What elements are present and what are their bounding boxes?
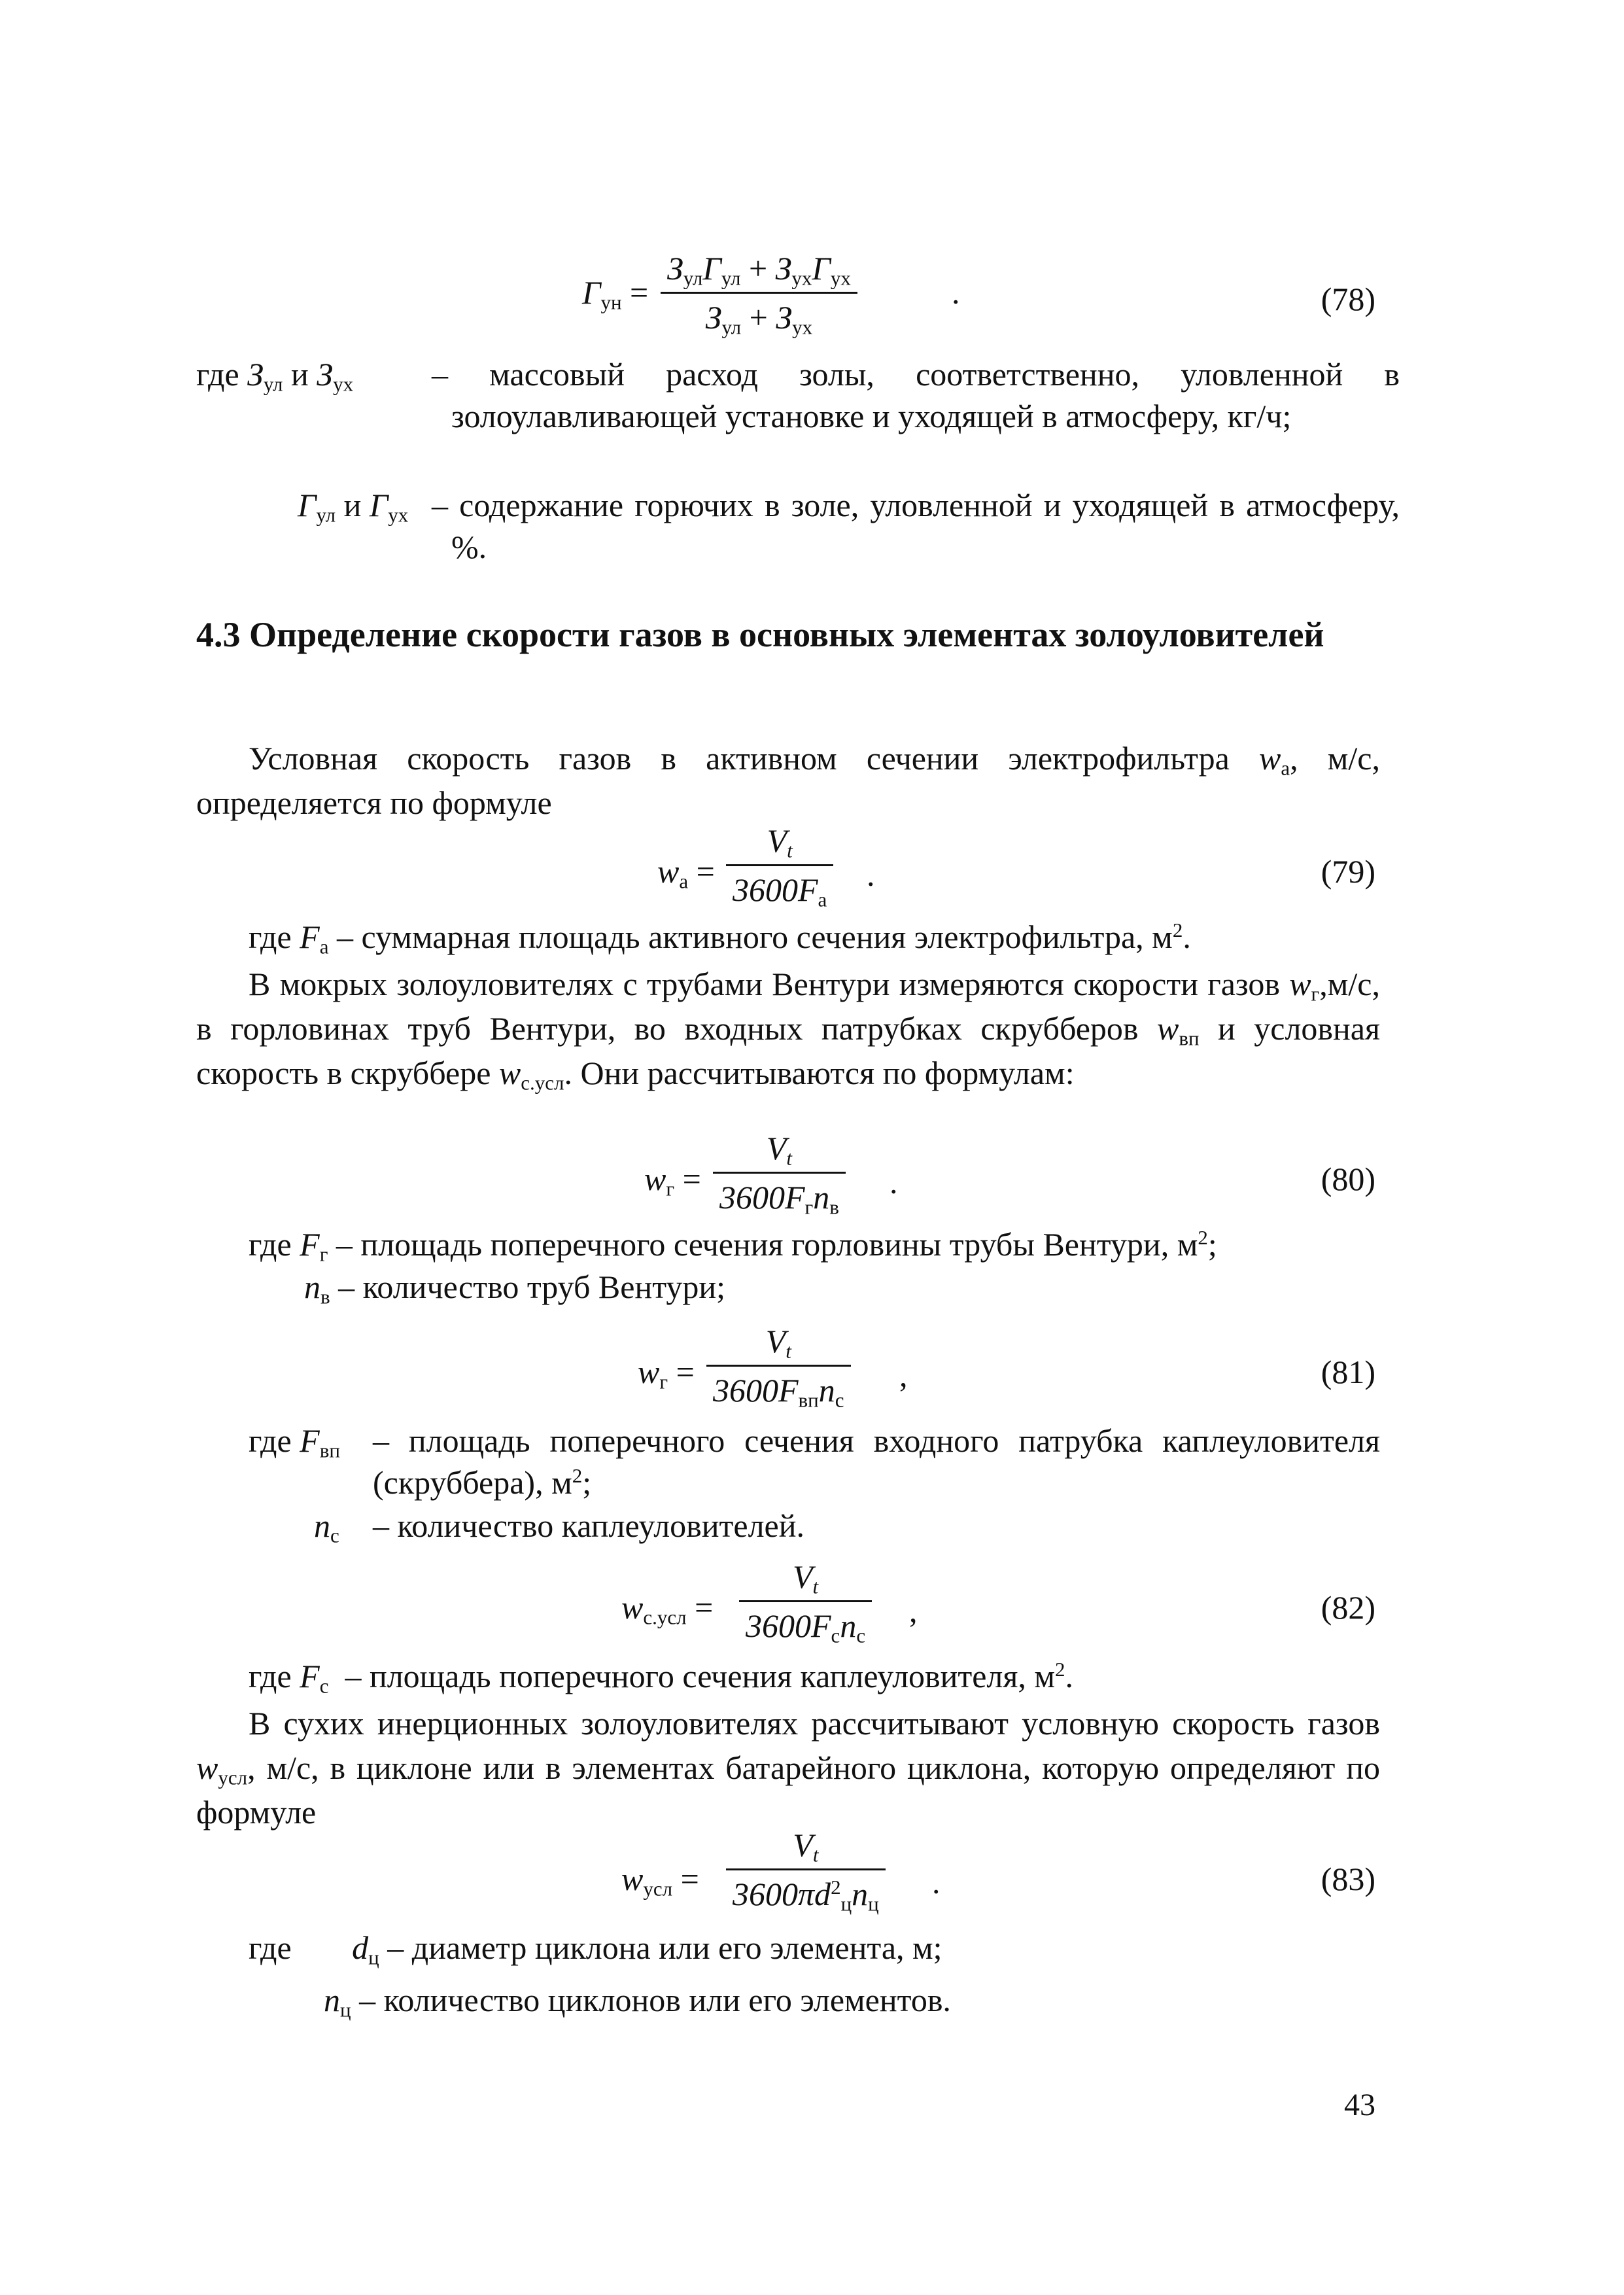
- equation-number-81: (81): [1321, 1354, 1375, 1390]
- formula-80-lhs: $w_г$ =: [644, 1161, 701, 1200]
- formula-79-fraction: $V_t$ $3600F_а$: [726, 821, 833, 909]
- def-78-text-2: – содержание горючих в золе, уловленной и уходящей в атмосферу, %.: [432, 487, 1400, 565]
- def-81-text-1: – площадь поперечного сечения входного патрубка каплеуловителя (скруббера), $м^2$;: [373, 1422, 1380, 1501]
- def-79: где $F_а$ – суммарная площадь активного сечения электрофильтра, $м^2$.: [249, 918, 1191, 958]
- page-number: 43: [1344, 2088, 1375, 2122]
- def-83-2: $n_ц$ – количество циклонов или его элементов.: [324, 1982, 951, 2022]
- def-81-text-2: – количество каплеуловителей.: [373, 1507, 804, 1544]
- formula-83-lhs: $w_{усл}$ =: [621, 1861, 699, 1901]
- formula-82-lhs: $w_{с.усл}$ =: [621, 1589, 714, 1629]
- def-80-2: $n_в$ – количество труб Вентури;: [304, 1269, 726, 1308]
- formula-83-fraction: $V_t$ $3600\pi d^2_цn_ц$: [726, 1825, 886, 1914]
- formula-82-fraction: $V_t$ $3600F_сn_с$: [739, 1557, 872, 1645]
- paragraph-1: Условная скорость газов в активном сечении электрофильтра $w_а$, м/с, определяется по формуле: [196, 740, 1380, 821]
- formula-79-lhs: $w_а$ =: [657, 853, 715, 893]
- def-83-1: где $d_ц$ – диаметр циклона или его элемента, м;: [249, 1929, 942, 1969]
- def-78-text-1: – массовый расход золы, соответственно, уловленной в золоулавливающей установке и уходящей в атмосферу, кг/ч;: [432, 356, 1400, 434]
- formula-81-lhs: $w_г$ =: [638, 1354, 695, 1393]
- def-78-term-1: где $З_{ул}$ и $З_{ух}$: [196, 356, 354, 396]
- paragraph-2: В мокрых золоуловителях с трубами Вентури измеряются скорости газов $w_г,м/с$, в горловинах труб Вентури, во входных патрубках скрубберов $w_{вп}$ и условная скорость в скруббере $w_{с.усл}$. Они рассчитываются по формулам:: [196, 966, 1380, 1095]
- def-81-term-1: где $F_{вп}$: [249, 1422, 340, 1462]
- paragraph-3: В сухих инерционных золоуловителях рассчитывают условную скорость газов $w_{усл}$, м/с, в циклоне или в элементах батарейного циклона, которую определяют по формуле: [196, 1705, 1380, 1831]
- equation-number-82: (82): [1321, 1589, 1375, 1626]
- document-page: $Г_{ун}$ = $З_{ул}Г_{ул} + З_{ух}Г_{ух}$ $З_{ул} + З_{ух}$ . (78) где $З_{ул}$ и $З_{ух}$ – массовый расход золы, соответственно, уловленной в золоулавливающей установке и уходящей в атмосферу, кг/ч; $Г_{ул}$ и $Г_{ух}$ – содержание горючих в золе, уловленной и уходящей в атмосферу, %. 4.3 Определение скорости газов в основных элементах золоуловителей Условная скорость газов в активном сечении электрофильтра $w_а$, м/с, определяется по формуле $w_а$ = $V_t$ $3600F_а$ . (79) где $F_а$ – суммарная площадь активного сечения электрофильтра, $м^2$. В мокрых золоуловителях с трубами Вентури измеряются скорости газов $w_г,м/с$, в горловинах труб Вентури, во входных патрубках скрубберов $w_{вп}$ и условная скорость в скруббере $w_{с.усл}$. Они рассчитываются по формулам: $w_г$ = $V_t$ $3600F_гn_в$ . (80) где $F_г$ – площадь поперечного сечения горловины трубы Вентури, $м^2$; $n_в$ – количество труб Вентури; $w_г$ = $V_t$ $3600F_{вп}n_с$ , (81) где $F_{вп}$ – площадь поперечного сечения входного патрубка каплеуловителя (скруббера), $м^2$; $n_с$ – количество каплеуловителей. $w_{с.усл}$ = $V_t$ $3600F_сn_с$ , (82) где $F_с$ – площадь поперечного сечения каплеуловителя, $м^2$. В сухих инерционных золоуловителях рассчитывают условную скорость газов $w_{усл}$, м/с, в циклоне или в элементах батарейного циклона, которую определяют по формуле $w_{усл}$ = $V_t$ $3600\pi d^2_цn_ц$ . (83) где $d_ц$ – диаметр циклона или его элемента, м; $n_ц$ – количество циклонов или его элементов. 43: [196, 250, 1400, 2122]
- def-81-term-2: $n_с$: [314, 1507, 339, 1547]
- formula-81-fraction: $V_t$ $3600F_{вп}n_с$: [706, 1322, 851, 1410]
- formula-78-fraction: $З_{ул}Г_{ул} + З_{ух}Г_{ух}$ $З_{ул} + З_{ух}$: [661, 249, 857, 337]
- def-82: где $F_с$ – площадь поперечного сечения каплеуловителя, $м^2$.: [249, 1657, 1074, 1698]
- equation-number-83: (83): [1321, 1861, 1375, 1897]
- equation-number-78: (78): [1321, 281, 1375, 317]
- section-heading: 4.3 Определение скорости газов в основных элементах золоуловителей: [196, 615, 1324, 654]
- equation-number-80: (80): [1321, 1161, 1375, 1197]
- def-78-term-2: $Г_{ул}$ и $Г_{ух}$: [298, 487, 409, 527]
- formula-78-lhs: $Г_{ун}$ =: [582, 274, 649, 314]
- equation-number-79: (79): [1321, 853, 1375, 890]
- formula-80-fraction: $V_t$ $3600F_гn_в$: [713, 1129, 846, 1217]
- def-80-1: где $F_г$ – площадь поперечного сечения горловины трубы Вентури, $м^2$;: [249, 1225, 1217, 1266]
